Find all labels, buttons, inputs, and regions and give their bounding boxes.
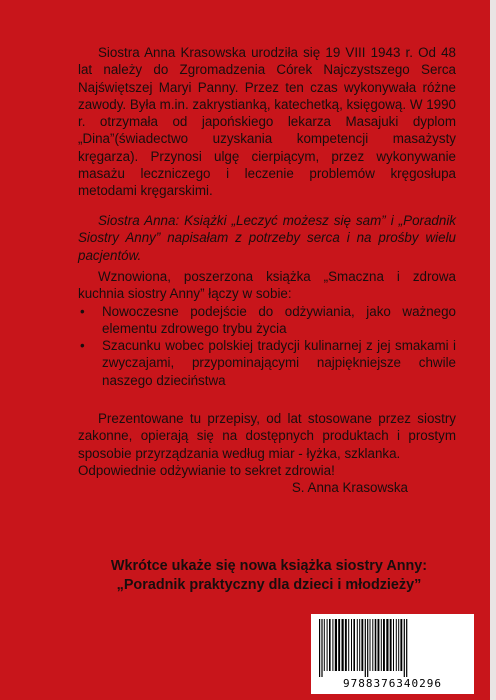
barcode-bar — [365, 619, 366, 677]
author-quote-paragraph: Siostra Anna: Książki „Leczyć możesz się sam” i „Poradnik Siostry Anny” napisałam z potrzeby serca i na prośby wielu pacjentów. — [78, 213, 456, 263]
list-item — [78, 303, 456, 338]
barcode-bar — [381, 619, 382, 671]
barcode-bar — [398, 619, 399, 671]
barcode-bar — [353, 619, 355, 671]
barcode-bar — [357, 619, 358, 671]
barcode-bar — [367, 619, 368, 677]
book-description-intro: Wznowiona, poszerzona książka „Smaczna i zdrowa kuchnia siostry Anny” łączy w sobie: — [78, 269, 456, 302]
closing-line: Odpowiednie odżywianie to sekret zdrowia! — [78, 462, 335, 478]
barcode-bar — [370, 619, 371, 671]
author-signature: S. Anna Krasowska — [291, 480, 408, 496]
barcode-bar — [393, 619, 394, 671]
barcode-bar — [338, 619, 340, 671]
barcode-bar — [342, 619, 344, 671]
book-features-list — [78, 303, 456, 389]
barcode-bar — [372, 619, 373, 671]
barcode-bar — [329, 619, 331, 671]
barcode-bar — [359, 619, 360, 671]
barcode-bar — [404, 619, 405, 677]
barcode-bar — [386, 619, 388, 671]
author-biography-paragraph: Siostra Anna Krasowska urodziła się 19 VIII 1943 r. Od 48 lat należy do Zgromadzenia Córek Najczystszego Serca Najświętszej Maryi Panny. Przez ten czas wykonywała różne zawody. Była m.in. zakrystianką, katechetką, księgową. W 1990 r. otrzymała od japońskiego lekarza Masajuki dyplom „Dina”(świadectwo uzyskania kompetencji masażysty kręgarza). Przynosi ulgę cierpiącym, przez wykonywanie masażu leczniczego i leczenie problemów kręgosłupa metodami kręgarskimi. — [78, 45, 456, 199]
barcode-bar — [400, 619, 402, 671]
barcode-bar — [383, 619, 385, 671]
announcement-book-title: „Poradnik praktyczny dla dzieci i młodzieży” — [116, 576, 422, 593]
barcode-bar — [390, 619, 392, 671]
barcode-bar — [361, 619, 363, 671]
list-item-text: Szacunku wobec polskiej tradycji kulinarnej z jej smakami i zwyczajami, przypominającymi najpiękniejsze chwile naszego dzieciństwa — [102, 338, 456, 388]
barcode-bar — [406, 619, 407, 677]
barcode-bar — [396, 619, 397, 671]
bullet-icon: • — [80, 303, 85, 319]
barcode-bar — [378, 619, 380, 671]
barcode-bar — [375, 619, 377, 671]
barcode-bar — [335, 619, 337, 671]
barcode-bar — [332, 619, 333, 671]
barcode-bar — [319, 619, 320, 677]
book-description-section — [78, 268, 456, 389]
barcode-bar — [351, 619, 352, 671]
page-edge — [490, 0, 496, 700]
barcode-bar — [321, 619, 322, 677]
list-item — [78, 337, 456, 389]
announcement-line: Wkrótce ukaże się nowa książka siostry Anny: — [110, 558, 428, 574]
barcode-bar — [348, 619, 349, 671]
bullet-icon: • — [80, 338, 85, 354]
list-item-text: Nowoczesne podejście do odżywiania, jako ważnego elementu zdrowego trybu życia — [102, 303, 456, 336]
recipes-section — [78, 410, 456, 496]
recipes-paragraph: Prezentowane tu przepisy, od lat stosowane przez siostry zakonne, opierają się na dostępnych produktach i prostym sposobie przyrządzania według miar - łyżka, szklanka. — [78, 411, 456, 461]
barcode-bar — [327, 619, 328, 671]
isbn-barcode — [311, 614, 474, 694]
isbn-number: 9788376340296 — [342, 677, 443, 690]
barcode-bar — [324, 619, 325, 671]
new-book-announcement — [60, 557, 478, 594]
barcode-bar — [345, 619, 347, 671]
barcode-bars — [317, 619, 468, 677]
